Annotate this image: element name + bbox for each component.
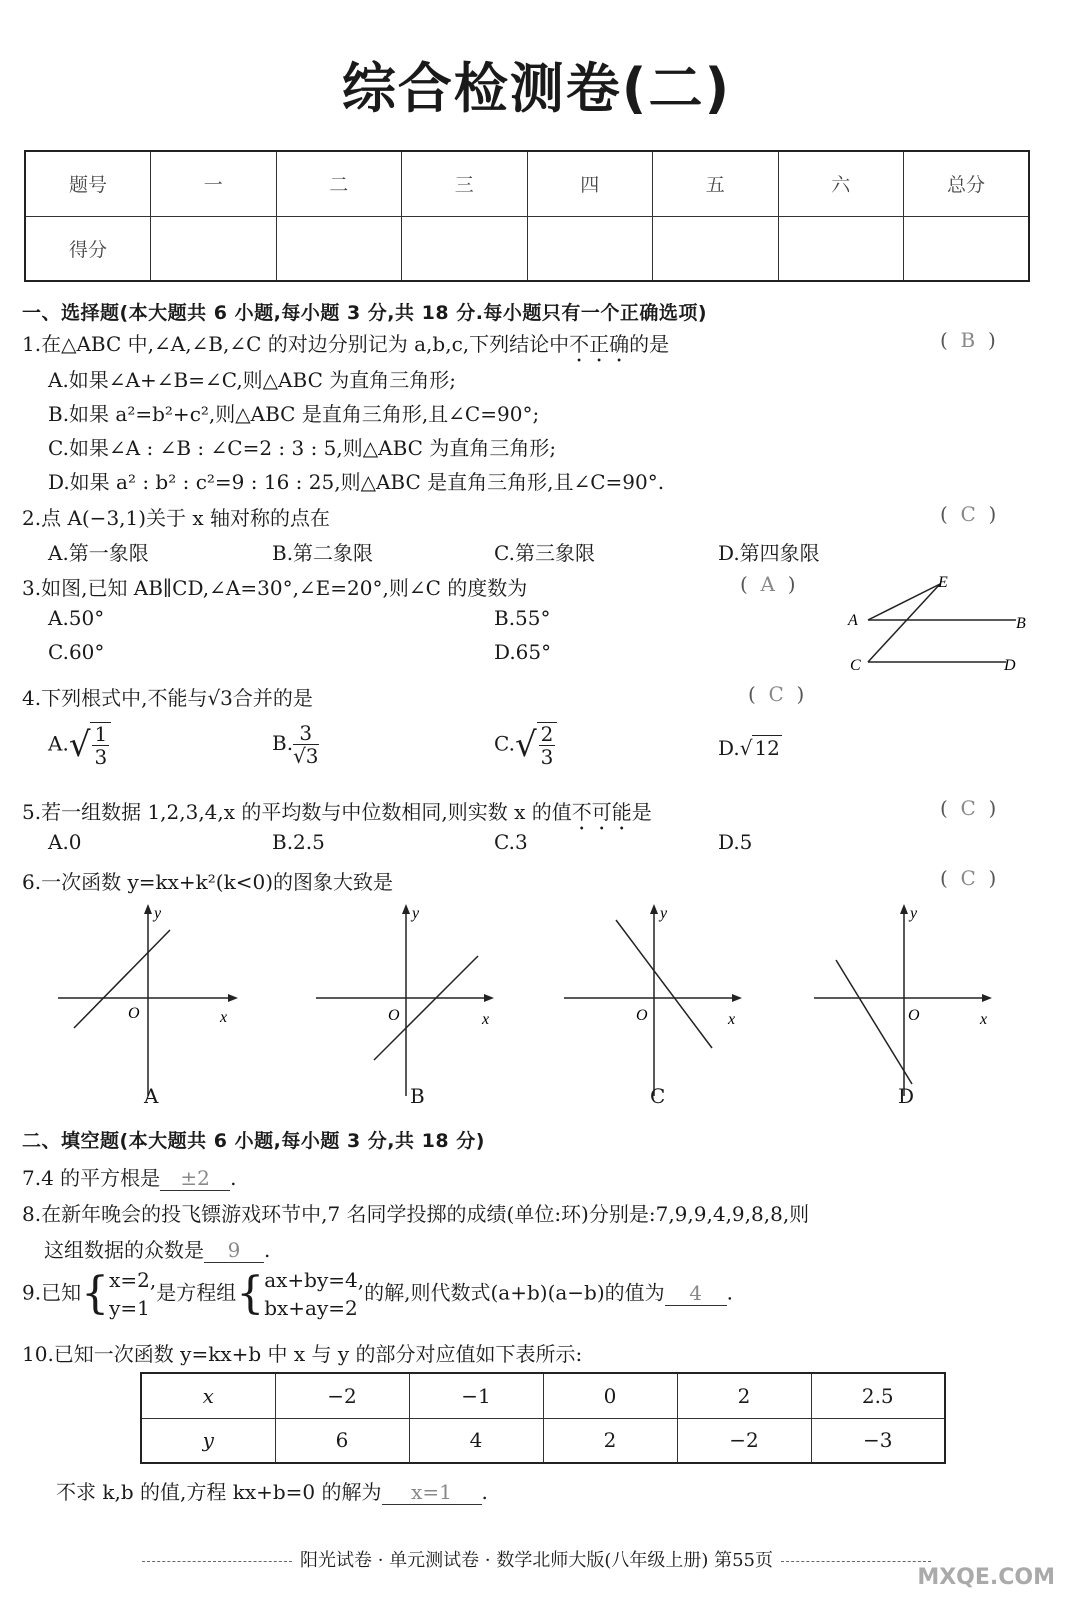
q6-answer-paren: ( C ) (940, 866, 997, 890)
q10-x-cell: 2.5 (811, 1373, 945, 1418)
q3-option-c: C.60° (48, 640, 105, 664)
q1-option-a: A.如果∠A+∠B=∠C,则△ABC 为直角三角形; (48, 368, 456, 392)
q6-graph-d (812, 900, 998, 1100)
q6-graph-a (56, 900, 242, 1100)
y-label: y (660, 905, 668, 922)
q4-option-b: B. $\frac{3}{√3}$ (272, 721, 319, 768)
q1-emphasis: 不正确 (569, 332, 630, 356)
q3-figure (840, 570, 1040, 680)
q10-y-cell: −3 (811, 1418, 945, 1463)
x-label: x (220, 1009, 228, 1026)
origin-label: O (908, 1007, 920, 1024)
q3-label-e: E (938, 574, 948, 591)
q10-answer: x=1 (382, 1480, 482, 1505)
origin-label: O (128, 1005, 140, 1022)
q6-graph-b-label: B (410, 1084, 425, 1108)
q6-graph-a-label: A (144, 1084, 159, 1108)
score-cell (778, 216, 904, 281)
score-header-cell: 二 (276, 151, 402, 216)
q2-answer: C (960, 502, 976, 526)
x-axis-arrow (484, 994, 494, 1002)
q4-answer: C (768, 682, 784, 706)
q2-option-a: A.第一象限 (48, 541, 149, 565)
q6-answer: C (960, 866, 976, 890)
q10-x-row (141, 1373, 945, 1418)
q5-emphasis: 不可能 (571, 800, 632, 824)
q3-stem: 3.如图,已知 AB∥CD,∠A=30°,∠E=20°,则∠C 的度数为 (22, 576, 528, 600)
q6-graph-d-label: D (898, 1084, 915, 1108)
x-axis-arrow (982, 994, 992, 1002)
y-label: y (412, 905, 420, 922)
score-cell (653, 216, 779, 281)
q3-line-ce (868, 584, 940, 662)
footer (0, 1546, 1073, 1572)
q6-graph-c-label: C (650, 1084, 666, 1108)
x-axis-arrow (228, 994, 238, 1002)
score-header-cell: 总分 (904, 151, 1030, 216)
q5-option-a: A.0 (48, 830, 82, 854)
x-label: x (482, 1011, 490, 1028)
q4-option-a: A.√ $\frac{1}{3}$ (48, 722, 111, 768)
q2-option-b: B.第二象限 (272, 541, 374, 565)
q1-answer-paren: ( B ) (940, 328, 996, 352)
score-table-score-row (25, 216, 1029, 281)
q10-y-label: y (141, 1418, 275, 1463)
score-header-cell: 一 (151, 151, 277, 216)
score-table (24, 150, 1030, 282)
q5-option-d: D.5 (718, 830, 753, 854)
y-label: y (910, 905, 918, 922)
footer-text: 阳光试卷 · 单元测试卷 · 数学北师大版(八年级上册) 第55页 (300, 1550, 773, 1571)
q3-line-ae (868, 584, 940, 620)
q3-option-b: B.55° (494, 606, 551, 630)
q8-line1: 8.在新年晚会的投飞镖游戏环节中,7 名同学投掷的成绩(单位:环)分别是:7,9,9,4,9,8,8,则 (22, 1202, 810, 1226)
score-header-cell: 四 (527, 151, 653, 216)
score-table-header-row (25, 151, 1029, 216)
q1-stem: 1.在△ABC 中,∠A,∠B,∠C 的对边分别记为 a,b,c,下列结论中不正确的是 (22, 332, 670, 356)
score-cell (276, 216, 402, 281)
q1-answer: B (960, 328, 976, 352)
function-line (74, 930, 170, 1028)
q5-answer: C (960, 796, 976, 820)
footer-rule-right (781, 1561, 931, 1562)
function-line (616, 920, 712, 1048)
y-axis-arrow (650, 904, 658, 914)
score-header-cell: 五 (653, 151, 779, 216)
q1-option-c: C.如果∠A : ∠B : ∠C=2 : 3 : 5,则△ABC 为直角三角形; (48, 436, 557, 460)
q10-y-row (141, 1418, 945, 1463)
q10-stem: 10.已知一次函数 y=kx+b 中 x 与 y 的部分对应值如下表所示: (22, 1342, 583, 1366)
q2-option-c: C.第三象限 (494, 541, 595, 565)
q6-graph-b (314, 900, 500, 1100)
watermark: MXQE.COM (917, 1565, 1055, 1590)
q3-label-d: D (1004, 657, 1016, 674)
q3-answer-paren: ( A ) (740, 572, 796, 596)
q1-option-d: D.如果 a² : b² : c²=9 : 16 : 25,则△ABC 是直角三角形,且∠C=90°. (48, 470, 665, 494)
q3-label-c: C (850, 657, 861, 674)
origin-label: O (636, 1007, 648, 1024)
q4-option-d: D.√ 12 (718, 736, 780, 760)
q9-answer: 4 (665, 1281, 727, 1306)
score-cell (402, 216, 528, 281)
q10-x-cell: 0 (543, 1373, 677, 1418)
q3-label-a: A (848, 612, 858, 629)
x-label: x (728, 1011, 736, 1028)
q2-answer-paren: ( C ) (940, 502, 997, 526)
y-axis-arrow (402, 904, 410, 914)
q4-answer-paren: ( C ) (748, 682, 805, 706)
q10-x-label: x (141, 1373, 275, 1418)
q10-y-cell: −2 (677, 1418, 811, 1463)
q6-stem: 6.一次函数 y=kx+k²(k<0)的图象大致是 (22, 870, 393, 894)
q10-table (140, 1372, 946, 1464)
q8-line2: 这组数据的众数是 9 . (44, 1238, 271, 1262)
q5-option-c: C.3 (494, 830, 528, 854)
q3-answer: A (760, 572, 775, 596)
q3-option-a: A.50° (48, 606, 105, 630)
x-axis-arrow (732, 994, 742, 1002)
y-axis-arrow (900, 904, 908, 914)
y-label: y (154, 905, 162, 922)
q9: 9.已知{ x=2, y=1 是方程组{ ax+by=4, bx+ay=2 的解,则代数式(a+b)(a−b)的值为 4 . (22, 1268, 734, 1320)
q5-stem: 5.若一组数据 1,2,3,4,x 的平均数与中位数相同,则实数 x 的值不可能是 (22, 800, 652, 824)
q1-option-b: B.如果 a²=b²+c²,则△ABC 是直角三角形,且∠C=90°; (48, 402, 540, 426)
q6-graph-c (562, 900, 748, 1100)
q2-stem: 2.点 A(−3,1)关于 x 轴对称的点在 (22, 506, 331, 530)
q3-option-d: D.65° (494, 640, 552, 664)
origin-label: O (388, 1007, 400, 1024)
q10-x-cell: −2 (275, 1373, 409, 1418)
function-line (836, 960, 912, 1084)
q5-option-b: B.2.5 (272, 830, 325, 854)
q3-label-b: B (1016, 615, 1026, 632)
footer-rule-left (142, 1561, 292, 1562)
q10-x-cell: −1 (409, 1373, 543, 1418)
q8-answer: 9 (204, 1238, 264, 1263)
q10-y-cell: 4 (409, 1418, 543, 1463)
q4-option-c: C.√ $\frac{2}{3}$ (494, 722, 557, 768)
x-label: x (980, 1011, 988, 1028)
score-header-cell: 题号 (25, 151, 151, 216)
q5-answer-paren: ( C ) (940, 796, 997, 820)
y-axis-arrow (144, 904, 152, 914)
q10-y-cell: 6 (275, 1418, 409, 1463)
score-header-cell: 六 (778, 151, 904, 216)
section2-heading: 二、填空题(本大题共 6 小题,每小题 3 分,共 18 分) (22, 1130, 485, 1152)
page-title: 综合检测卷(二) (341, 57, 732, 120)
q10-tail: 不求 k,b 的值,方程 kx+b=0 的解为 x=1 . (56, 1480, 488, 1504)
q7: 7.4 的平方根是 ±2 . (22, 1166, 237, 1190)
score-cell (904, 216, 1030, 281)
score-cell (151, 216, 277, 281)
q10-x-cell: 2 (677, 1373, 811, 1418)
score-header-cell: 三 (402, 151, 528, 216)
section1-heading: 一、选择题(本大题共 6 小题,每小题 3 分,共 18 分.每小题只有一个正确选项) (22, 302, 708, 324)
q2-option-d: D.第四象限 (718, 541, 820, 565)
score-cell (527, 216, 653, 281)
q7-answer: ±2 (160, 1166, 230, 1191)
score-row-label: 得分 (25, 216, 151, 281)
q4-stem: 4.下列根式中,不能与√3合并的是 (22, 686, 313, 710)
q10-y-cell: 2 (543, 1418, 677, 1463)
